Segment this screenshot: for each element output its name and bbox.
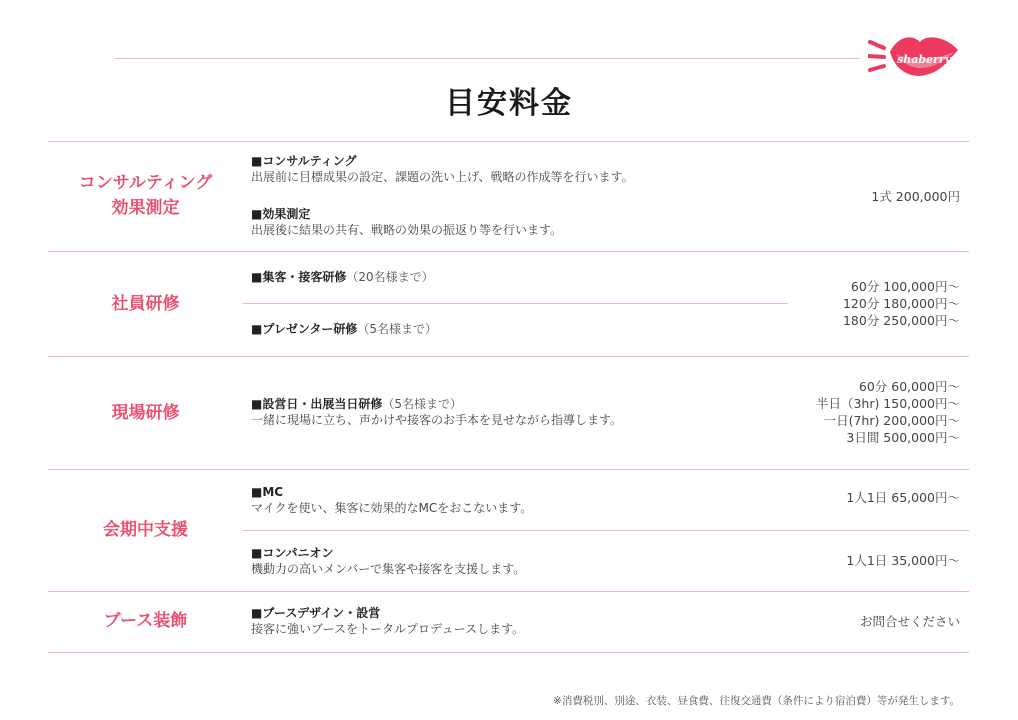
- category-line: 効果測定: [111, 198, 180, 218]
- item-heading: ■コンパニオン: [251, 546, 334, 560]
- item-description: 一緒に現場に立ち、声かけや接客のお手本を見せながら指導します。: [251, 413, 623, 427]
- row-divider: [48, 469, 969, 470]
- item-booth-design: [251, 605, 791, 637]
- price-line: 120分 180,000円～: [842, 296, 960, 311]
- price-line: 60分 60,000円～: [858, 379, 960, 394]
- page-title: 目安料金: [445, 86, 573, 121]
- category-line: ブース装飾: [103, 611, 188, 631]
- category-onsite: [48, 401, 243, 426]
- row-divider: [48, 591, 969, 592]
- footnote: ※消費税別、別途、衣装、昼食費、往復交通費（条件により宿泊費）等が発生します。: [553, 695, 960, 707]
- svg-text:shaberry: shaberry: [897, 53, 951, 66]
- price-line: 半日（3hr) 150,000円～: [815, 396, 960, 411]
- row-divider: [48, 141, 969, 142]
- price-line: 3日間 500,000円～: [846, 430, 960, 445]
- category-consulting: [48, 171, 243, 221]
- header-divider: [115, 58, 860, 59]
- category-booth: [48, 609, 243, 634]
- item-description: 機動力の高いメンバーで集客や接客を支援します。: [251, 562, 526, 576]
- row-divider: [48, 356, 969, 357]
- item-heading: ■コンサルティング: [251, 154, 357, 168]
- item-mc: [251, 484, 791, 516]
- item-effect-measurement: [251, 206, 791, 238]
- item-note: （5名様まで）: [357, 322, 438, 336]
- category-line: 社員研修: [111, 294, 180, 314]
- sub-divider: [243, 303, 788, 304]
- item-description: マイクを使い、集客に効果的なMCをおこないます。: [251, 501, 533, 515]
- price-onsite: [816, 378, 960, 446]
- price-line: 60分 100,000円～: [850, 279, 960, 294]
- price-booth: [860, 613, 960, 630]
- price-line: 1式 200,000円: [871, 189, 960, 204]
- item-heading: ■MC: [251, 485, 284, 499]
- price-line: 一日(7hr) 200,000円～: [823, 413, 960, 428]
- row-divider: [48, 652, 969, 653]
- item-note: （5名様まで）: [382, 397, 462, 411]
- item-heading: ■集客・接客研修: [251, 270, 347, 284]
- item-onsite-training: [251, 396, 791, 428]
- category-training: [48, 292, 243, 317]
- item-description: 出展前に目標成果の設定、課題の洗い上げ、戦略の作成等を行います。: [251, 170, 634, 184]
- price-line: 1人1日 35,000円～: [846, 553, 960, 568]
- price-companion: [846, 552, 960, 569]
- item-presenter-training: [251, 321, 791, 337]
- item-consulting: [251, 153, 791, 185]
- item-description: 出展後に結果の共有、戦略の効果の振返り等を行います。: [251, 223, 563, 237]
- price-consulting: [871, 188, 960, 205]
- item-description: 接客に強いブースをトータルプロデュースします。: [251, 622, 525, 636]
- category-support: [48, 518, 243, 543]
- price-line: 180分 250,000円～: [842, 313, 960, 328]
- price-line: 1人1日 65,000円～: [846, 490, 960, 505]
- item-customer-training: [251, 269, 791, 285]
- item-heading: ■プレゼンター研修: [251, 322, 358, 336]
- item-heading: ■効果測定: [251, 207, 311, 221]
- sub-divider: [243, 530, 969, 531]
- item-note: （20名様まで）: [346, 270, 434, 284]
- category-line: 会期中支援: [103, 520, 188, 540]
- category-line: 現場研修: [111, 403, 180, 423]
- row-divider: [48, 251, 969, 252]
- item-heading: ■ブースデザイン・設営: [251, 606, 381, 620]
- price-mc: [846, 489, 960, 506]
- item-companion: [251, 545, 791, 577]
- price-training: [843, 278, 960, 329]
- price-line: お問合せください: [859, 614, 960, 629]
- item-heading: ■設営日・出展当日研修: [251, 397, 383, 411]
- category-line: コンサルティング: [78, 173, 213, 193]
